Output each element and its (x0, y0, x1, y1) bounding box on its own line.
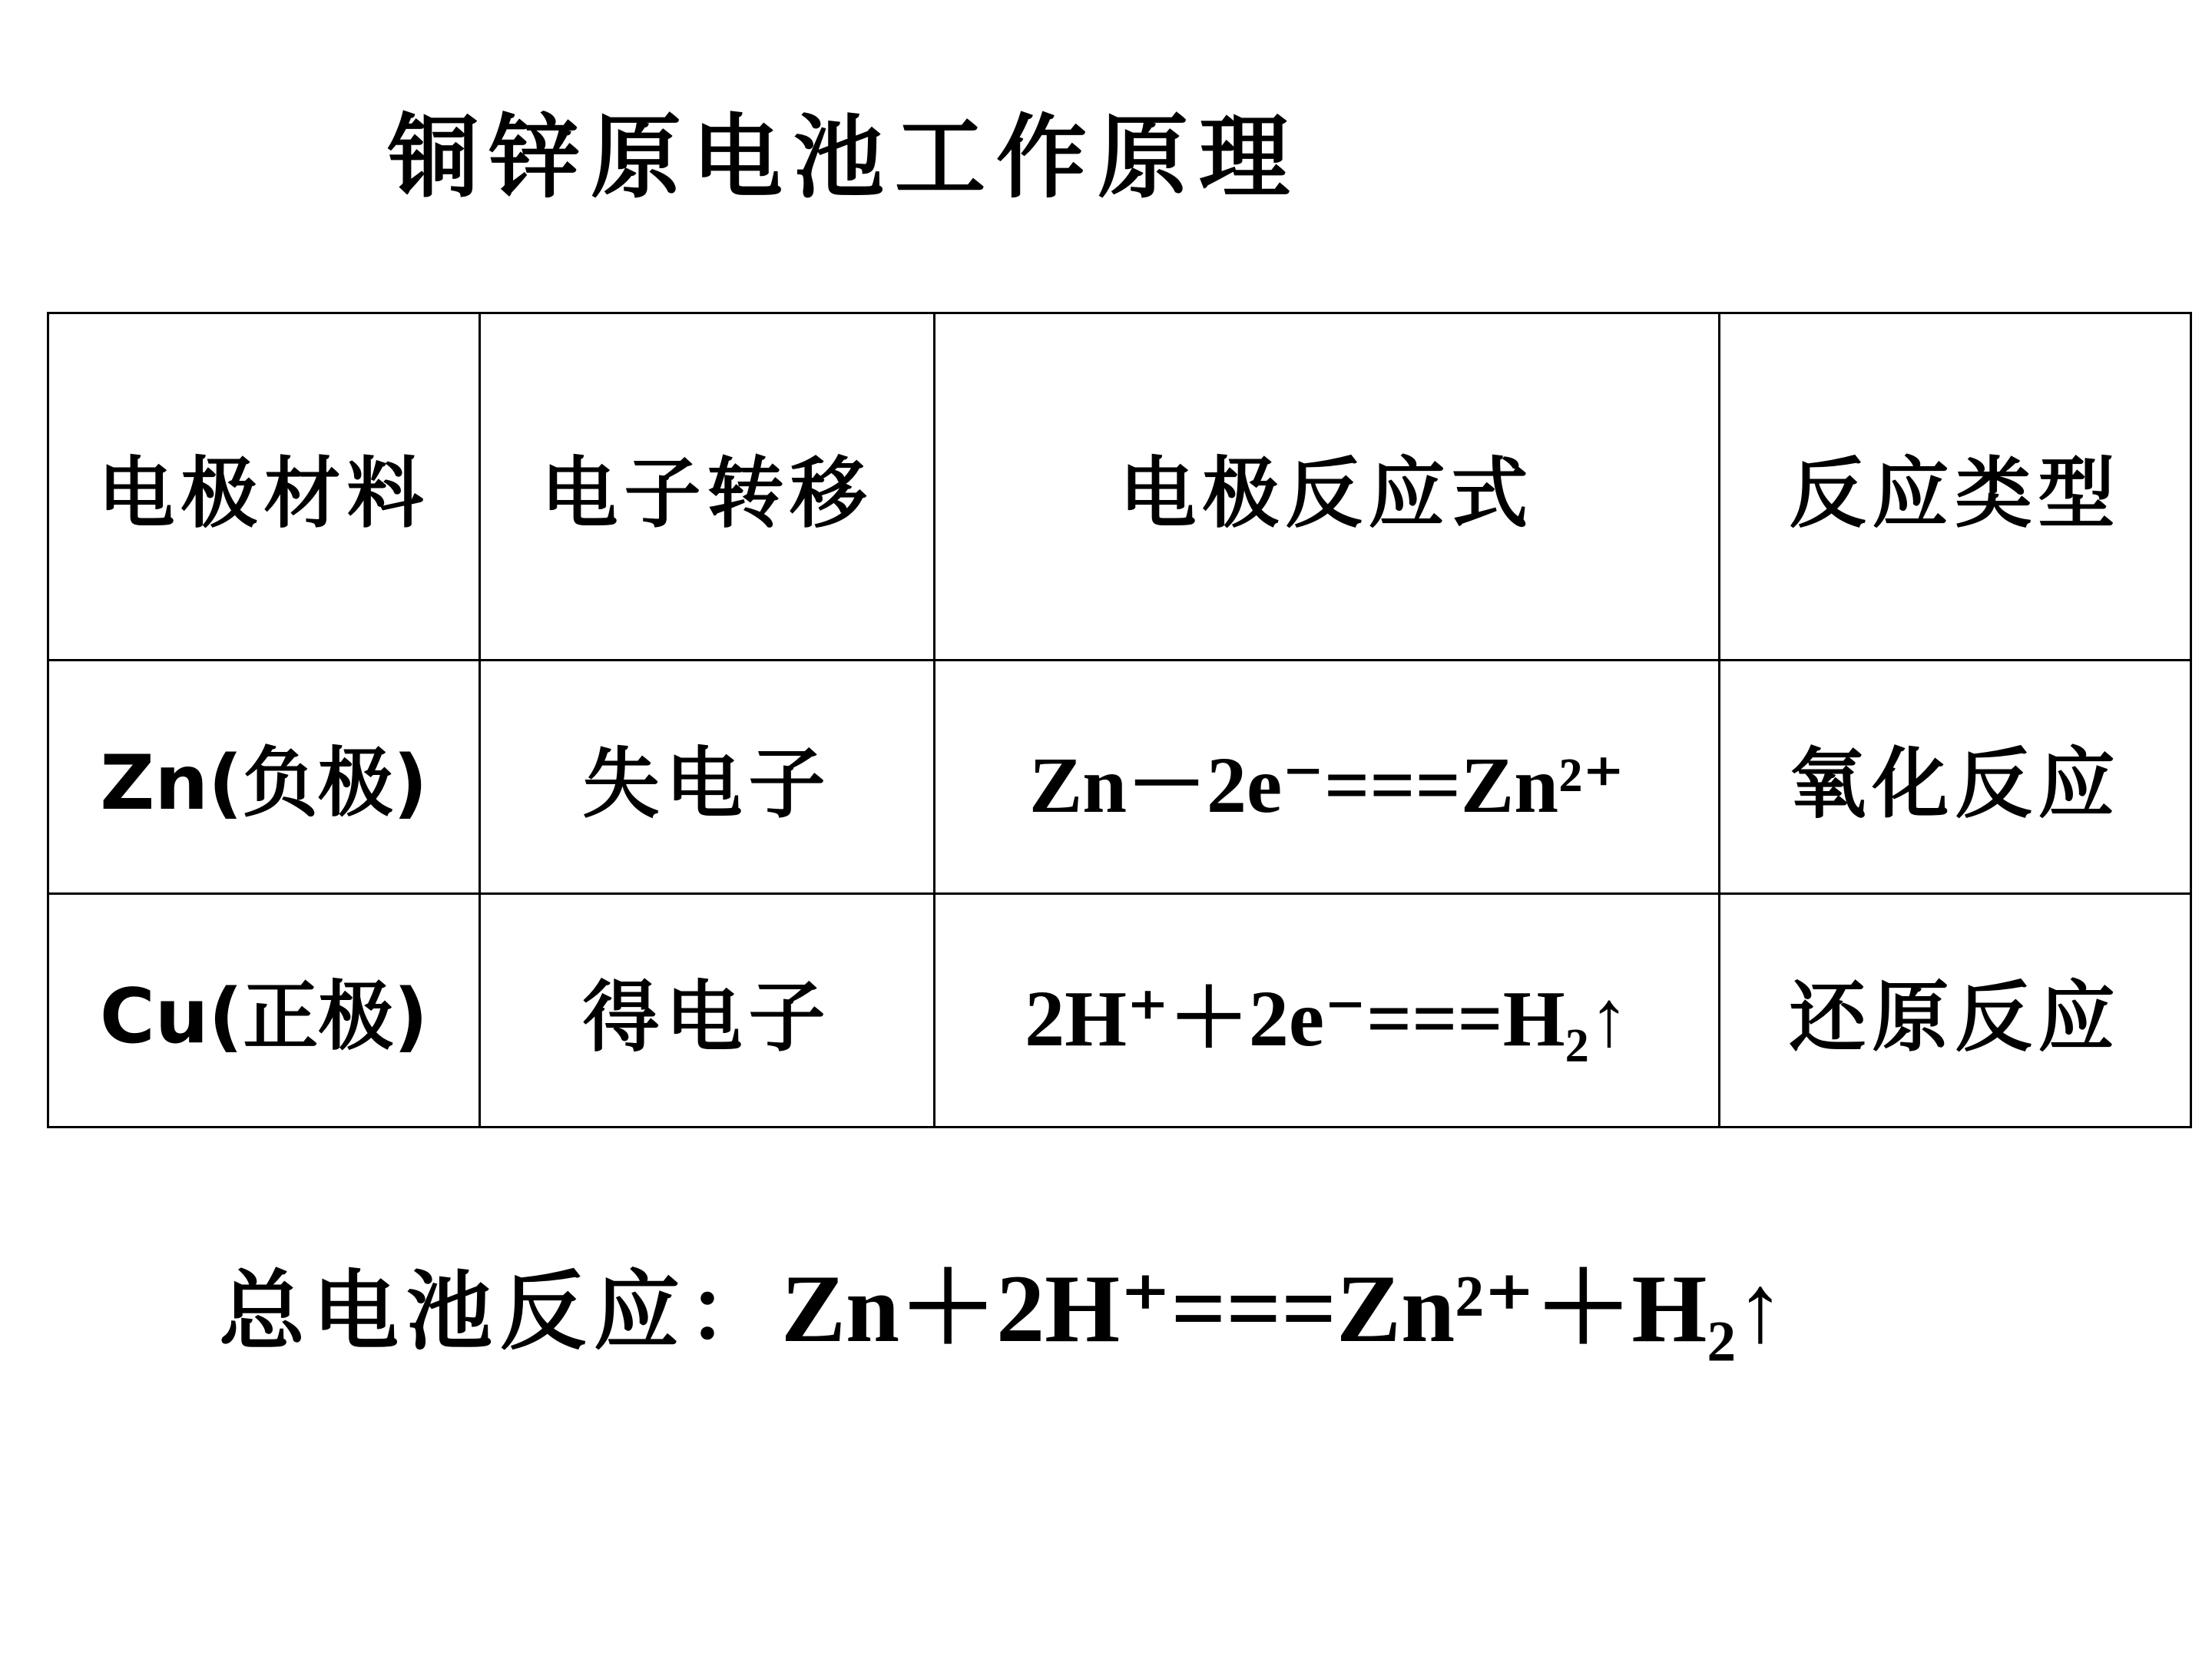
header-reaction-type: 反应类型 (1720, 313, 2191, 661)
cell-transfer-gain: 得电子 (480, 894, 935, 1128)
cell-type-reduction: 还原反应 (1720, 894, 2191, 1128)
header-electron-transfer: 电子转移 (480, 313, 935, 661)
page-title: 铜锌原电池工作原理 (388, 104, 1301, 210)
cell-electrode-zn: Zn(负极) (48, 661, 480, 894)
header-electrode-material: 电极材料 (48, 313, 480, 661)
reaction-table (47, 312, 2192, 1128)
overall-reaction (219, 1252, 1784, 1396)
overall-reaction-equation: Zn＋2H⁺===Zn²⁺＋H₂↑ (781, 1256, 1785, 1363)
cell-type-oxidation: 氧化反应 (1720, 661, 2191, 894)
header-electrode-reaction: 电极反应式 (935, 313, 1720, 661)
cell-electrode-cu: Cu(正极) (48, 894, 480, 1128)
cell-reaction-zn: Zn－2e⁻===Zn²⁺ (935, 661, 1720, 894)
overall-reaction-label: 总电池反应： (219, 1261, 781, 1362)
table-row (48, 661, 2191, 894)
table-row (48, 894, 2191, 1128)
table-header-row (48, 313, 2191, 661)
cell-transfer-lose: 失电子 (480, 661, 935, 894)
cell-reaction-cu: 2H⁺＋2e⁻===H₂↑ (935, 894, 1720, 1128)
